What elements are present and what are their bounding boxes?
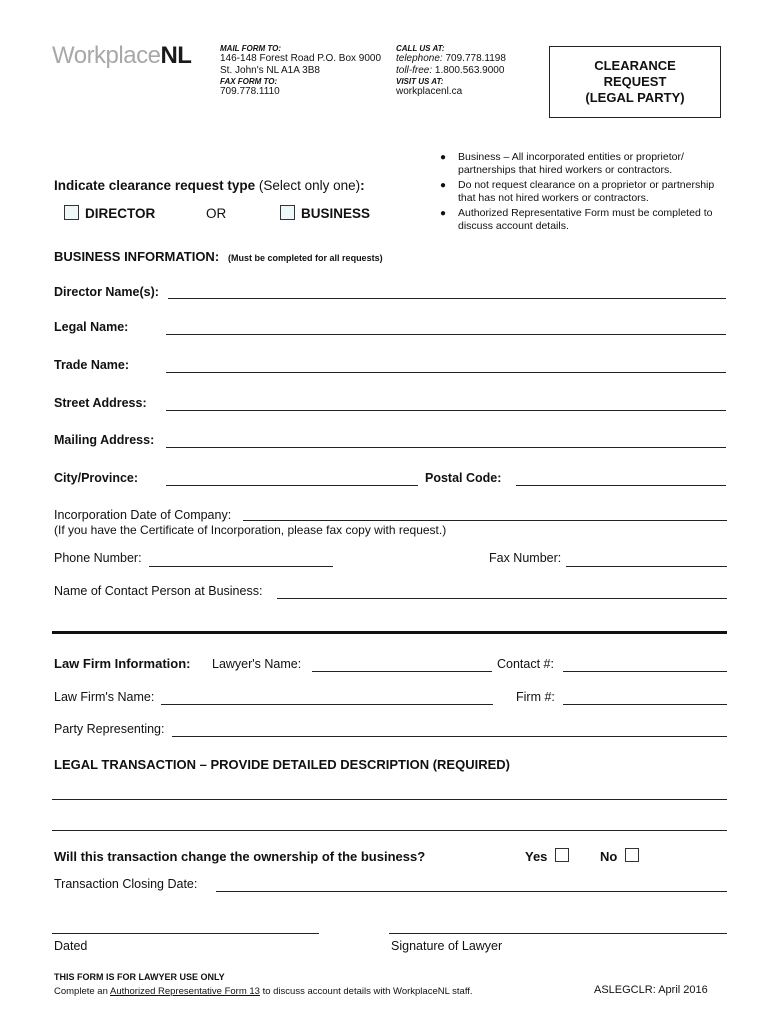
mail-line2: St. John's NL A1A 3B8 (220, 65, 320, 76)
section-divider (52, 631, 727, 634)
firm-name-label: Law Firm's Name: (54, 690, 155, 704)
incorporation-date-label: Incorporation Date of Company: (54, 508, 232, 522)
title-line3: (LEGAL PARTY) (585, 90, 685, 105)
dated-label: Dated (54, 939, 88, 953)
phone-number-label: Phone Number: (54, 551, 142, 565)
signature-label: Signature of Lawyer (391, 939, 503, 953)
phone-number-field[interactable] (149, 566, 333, 567)
tollfree-line: toll-free: 1.800.563.9000 (396, 65, 505, 76)
firm-number-label: Firm #: (516, 690, 555, 704)
firm-name-field[interactable] (161, 704, 493, 705)
contact-number-label: Contact #: (497, 657, 554, 671)
street-address-label: Street Address: (54, 396, 147, 410)
incorporation-date-field[interactable] (243, 520, 727, 521)
director-names-field[interactable] (168, 298, 726, 299)
request-type-heading: Indicate clearance request type (Select only one): (54, 178, 365, 193)
incorporation-note: (If you have the Certificate of Incorporation, please fax copy with request.) (54, 523, 447, 537)
mail-line1: 146-148 Forest Road P.O. Box 9000 (220, 53, 382, 64)
note-item: ● Business – All incorporated entities or proprietor/ partnerships that hired workers or contractors. (438, 151, 728, 177)
business-checkbox[interactable] (280, 205, 295, 220)
party-representing-label: Party Representing: (54, 722, 165, 736)
city-province-label: City/Province: (54, 471, 139, 485)
postal-code-field[interactable] (516, 485, 726, 486)
description-line-2[interactable] (52, 830, 727, 831)
yes-option[interactable]: Yes (525, 848, 569, 864)
street-address-field[interactable] (166, 410, 726, 411)
fax-number: 709.778.1110 (220, 86, 280, 97)
lawyer-use-notice: THIS FORM IS FOR LAWYER USE ONLY (54, 972, 225, 982)
title-line1: CLEARANCE (594, 58, 676, 73)
authorized-form-note: Complete an Authorized Representative Form 13 to discuss account details with WorkplaceNL staff. (54, 986, 473, 997)
director-names-label: Director Name(s): (54, 285, 159, 299)
director-option[interactable]: DIRECTOR (64, 205, 155, 221)
note-item: ● Do not request clearance on a proprietor or partnership that has not hired workers or contractors. (438, 179, 728, 205)
mail-info (220, 44, 381, 98)
fax-number-field[interactable] (566, 566, 727, 567)
party-representing-field[interactable] (172, 736, 727, 737)
business-option[interactable]: BUSINESS (280, 205, 370, 221)
trade-name-label: Trade Name: (54, 358, 130, 372)
contact-number-field[interactable] (563, 671, 727, 672)
contact-person-label: Name of Contact Person at Business: (54, 584, 263, 598)
closing-date-field[interactable] (216, 891, 727, 892)
trade-name-field[interactable] (166, 372, 726, 373)
closing-date-label: Transaction Closing Date: (54, 877, 198, 891)
legal-name-field[interactable] (166, 334, 726, 335)
no-checkbox[interactable] (625, 848, 639, 862)
dated-field[interactable] (52, 933, 319, 934)
firm-number-field[interactable] (563, 704, 727, 705)
website-link[interactable]: workplacenl.ca (396, 86, 463, 97)
visit-label: VISIT US AT: (396, 77, 444, 86)
city-province-field[interactable] (166, 485, 418, 486)
yes-checkbox[interactable] (555, 848, 569, 862)
lawyer-name-label: Lawyer's Name: (212, 657, 302, 671)
fax-label: FAX FORM TO: (220, 77, 278, 86)
ownership-question: Will this transaction change the ownership of the business? (54, 849, 426, 864)
postal-code-label: Postal Code: (425, 471, 502, 485)
fax-number-label: Fax Number: (489, 551, 562, 565)
director-checkbox[interactable] (64, 205, 79, 220)
authorized-form-link[interactable]: Authorized Representative Form 13 (109, 986, 260, 997)
contact-person-field[interactable] (277, 598, 727, 599)
title-line2: REQUEST (603, 74, 667, 89)
call-info (396, 44, 506, 98)
mail-label: MAIL FORM TO: (220, 44, 282, 53)
lawyer-name-field[interactable] (312, 671, 492, 672)
mailing-address-label: Mailing Address: (54, 433, 155, 447)
note-item: ● Authorized Representative Form must be completed to discuss account details. (438, 207, 728, 233)
law-firm-heading: Law Firm Information: (54, 656, 191, 671)
transaction-heading: LEGAL TRANSACTION – PROVIDE DETAILED DESCRIPTION (REQUIRED) (54, 757, 510, 772)
signature-field[interactable] (389, 933, 727, 934)
notes-list (438, 151, 728, 235)
mailing-address-field[interactable] (166, 447, 726, 448)
no-option[interactable]: No (600, 848, 639, 864)
phone-line: telephone: 709.778.1198 (396, 53, 506, 64)
legal-name-label: Legal Name: (54, 320, 129, 334)
business-info-heading: BUSINESS INFORMATION: (Must be completed for all requests) (54, 249, 383, 264)
form-code: ASLEGCLR: April 2016 (594, 984, 708, 996)
or-label: OR (206, 206, 227, 221)
description-line-1[interactable] (52, 799, 727, 800)
workplacenl-logo: WorkplaceNL (52, 42, 192, 69)
call-label: CALL US AT: (396, 44, 445, 53)
form-title-box (549, 46, 721, 118)
